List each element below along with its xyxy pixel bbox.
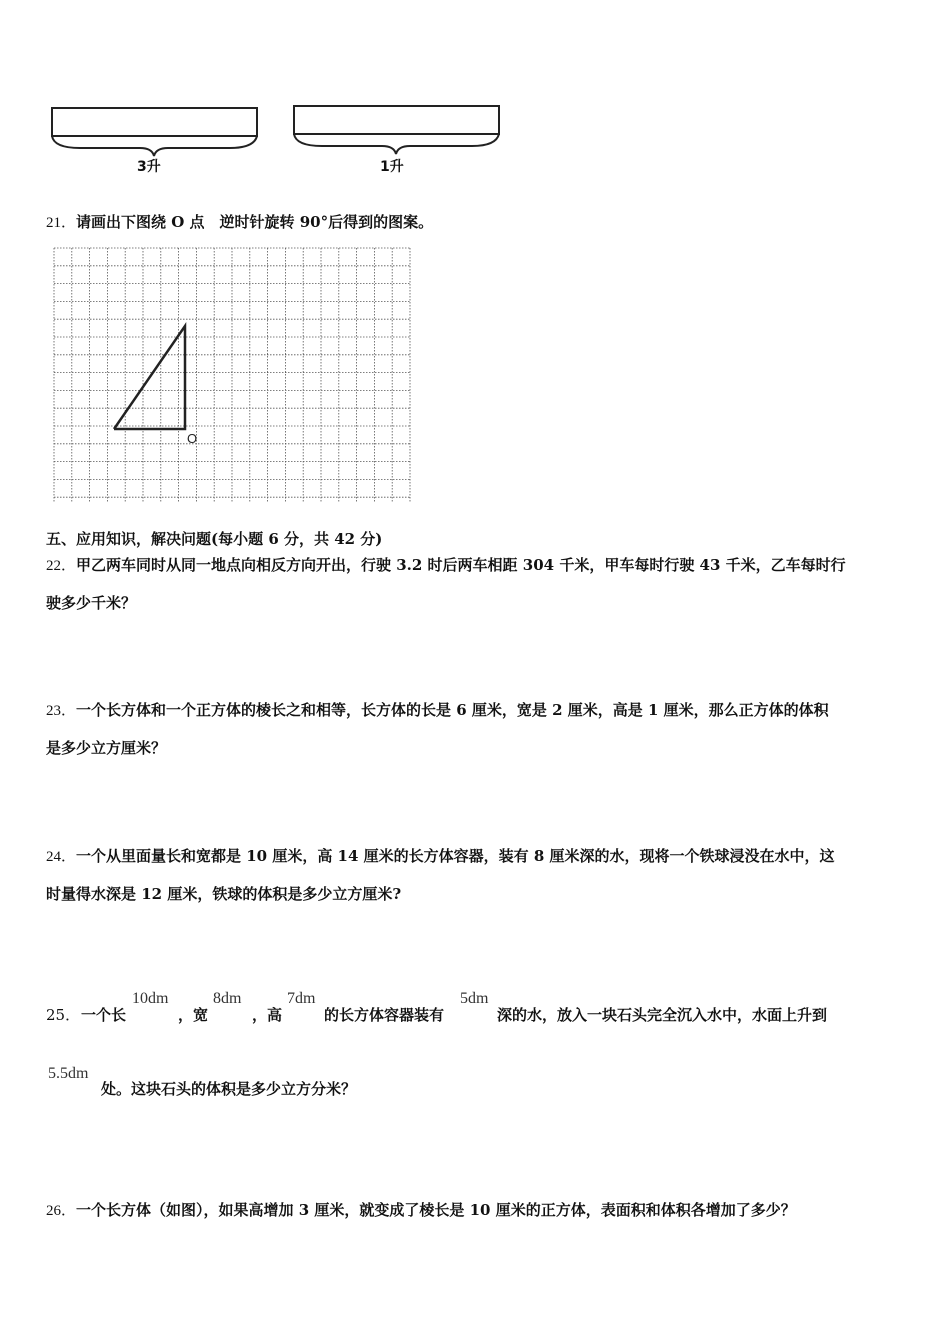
- question-25-text-2: ，宽: [178, 1006, 209, 1024]
- question-23-line-1: [46, 699, 829, 720]
- dimension-height: 7dm: [287, 990, 316, 1007]
- left-bar-label: 3升: [137, 159, 161, 175]
- capacity-bars-figure: [40, 96, 520, 186]
- dimension-length: 10dm: [132, 990, 169, 1007]
- question-23-line-2: 是多少立方厘米？: [46, 739, 167, 757]
- question-26: [46, 1199, 796, 1220]
- right-bar-label: 1升: [380, 159, 404, 175]
- section-5-title: 五、应用知识，解决问题(每小题 6 分，共 42 分): [46, 530, 383, 548]
- point-o-label: O: [187, 431, 198, 446]
- question-22-line-1: [46, 554, 846, 575]
- left-brace: [52, 136, 257, 156]
- right-brace: [294, 134, 499, 154]
- question-25-text-6: 处。这块石头的体积是多少立方分米？: [101, 1080, 357, 1098]
- triangle-shape: [114, 326, 185, 429]
- question-text: 一个长方体（如图），如果高增加 3 厘米，就变成了棱长是 10 厘米的正方体，表面积和体积各增加了多少？: [76, 1201, 796, 1219]
- question-number: 21．: [46, 215, 77, 231]
- dimension-water-depth: 5dm: [460, 990, 489, 1007]
- dimension-width: 8dm: [213, 990, 242, 1007]
- question-number: 24．: [46, 849, 77, 865]
- rotation-grid: [52, 246, 416, 508]
- question-number: 26．: [46, 1203, 77, 1219]
- right-bar: [294, 106, 499, 134]
- question-25-text-5: 深的水，放入一块石头完全沉入水中，水面上升到: [497, 1006, 828, 1024]
- question-number: 23．: [46, 703, 77, 719]
- question-text: 请画出下图绕 O 点 逆时针旋转 90°后得到的图案。: [76, 213, 434, 231]
- question-text: 甲乙两车同时从同一地点向相反方向开出，行驶 3.2 时后两车相距 304 千米，甲车每时行驶 43 千米，乙车每时行: [76, 556, 846, 574]
- question-21: [46, 211, 433, 232]
- question-number: 22．: [46, 558, 77, 574]
- question-25-text-1: 一个长: [81, 1006, 127, 1024]
- dimension-new-depth: 5.5dm: [48, 1065, 89, 1082]
- question-25-text-3: ，高: [252, 1006, 283, 1024]
- left-bar: [52, 108, 257, 136]
- question-25-text-4: 的长方体容器装有: [324, 1006, 445, 1024]
- question-25-number: 25．: [46, 1006, 81, 1024]
- question-24-line-2: 时量得水深是 12 厘米，铁球的体积是多少立方厘米?: [46, 885, 402, 903]
- question-text: 一个从里面量长和宽都是 10 厘米，高 14 厘米的长方体容器，装有 8 厘米深的水，现将一个铁球浸没在水中，这: [76, 847, 835, 865]
- question-text: 一个长方体和一个正方体的棱长之和相等，长方体的长是 6 厘米，宽是 2 厘米，高是 1 厘米，那么正方体的体积: [76, 701, 829, 719]
- question-22-line-2: 驶多少千米？: [46, 594, 137, 612]
- question-24-line-1: [46, 845, 835, 866]
